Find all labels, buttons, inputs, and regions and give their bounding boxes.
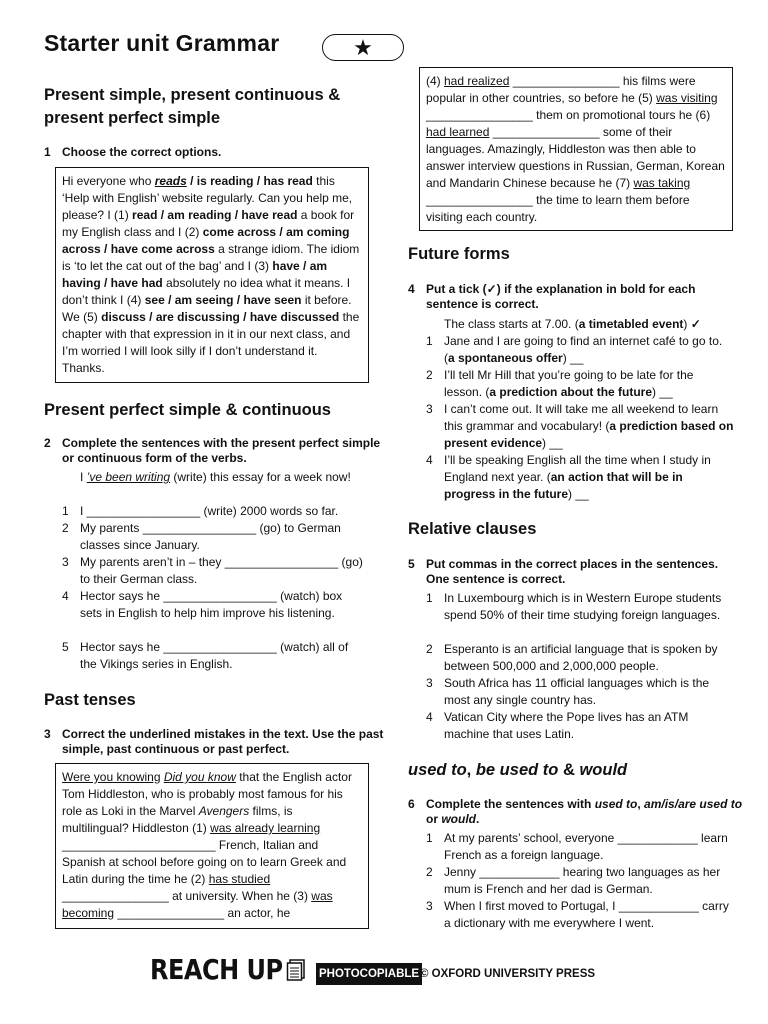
item-number: 3 xyxy=(426,402,433,416)
item-text: Vatican City where the Pope lives has an ATM machine that uses Latin. xyxy=(444,710,689,741)
exercise-2-item xyxy=(44,639,366,673)
exercise-3-text-box-part-2 xyxy=(419,67,733,231)
exercise-3-text-box-part-1 xyxy=(55,763,369,929)
item-text: South Africa has 11 official languages which is the most any single country has. xyxy=(444,676,710,707)
instruction-6: 6 Complete the sentences with used to, am/is/are used to or would. xyxy=(408,797,743,826)
exercise-4-item: 4 I’ll be speaking English all the time when I study in England next year. (an action that will be in progress in the future) __ xyxy=(426,453,711,501)
exercise-5-item xyxy=(408,641,734,675)
exercise-4-example: The class starts at 7.00. (a timetabled event) ✓ xyxy=(444,317,701,331)
item-text: When I first moved to Portugal, I ____________ carry a dictionary with me everywhere I went. xyxy=(444,899,729,930)
instruction-number: 5 xyxy=(408,557,415,571)
publisher-credit: © OXFORD UNIVERSITY PRESS xyxy=(420,968,596,980)
item-text: Esperanto is an artificial language that is spoken by between 500,000 and 2,000,000 people. xyxy=(444,642,718,673)
item-number: 1 xyxy=(62,504,69,518)
instruction-number: 1 xyxy=(44,145,51,159)
item-number: 2 xyxy=(62,521,69,535)
exercise-2-item xyxy=(44,554,366,588)
section-title-used-to: used to, be used to & would xyxy=(408,761,628,779)
item-text: Hector says he _________________ (watch) box sets in English to help him improve his listening. xyxy=(80,589,343,620)
item-number: 1 xyxy=(426,334,433,348)
item-number: 3 xyxy=(426,676,433,690)
instruction-text: Correct the underlined mistakes in the text. Use the past simple, past continuous or past perfect. xyxy=(62,727,384,756)
instruction-text: Choose the correct options. xyxy=(62,145,222,159)
instruction-number: 3 xyxy=(44,727,51,741)
instruction-text: Put commas in the correct places in the sentences. One sentence is correct. xyxy=(426,557,719,586)
exercise-3-paragraph-part-2: (4) had realized ________________ his films were popular in other countries, so before he (5) was visiting ________________ them on promotional tours he (6) had learned ________________ some of their languages. Amazingly, Hiddleston was then able to answer interview questions in Russian, German, Korean and Mandarin Chinese because he (7) was taking ________________ the time to learn them before visiting each country. xyxy=(426,74,725,224)
exercise-6-item xyxy=(408,898,734,932)
exercise-1-paragraph: Hi everyone who reads / is reading / has read this ‘Help with English’ website regularly. Can you help me, please? I (1) read / am reading / have read a book for my English class and I (2) come across / am coming across / have come across a strange idiom. The idiom is ‘to let the cat out of the bag’ and I (3) have / am having / have had absolutely no idea what it means. I don’t think I (4) see / am seeing / have seen it before. We (5) discuss / are discussing / have discussed the chapter with that expression in it in our next class, and I’m worried I will look silly if I don’t understand it. Thanks. xyxy=(62,174,360,375)
section-title-past-tenses: Past tenses xyxy=(44,691,136,709)
instruction-number: 6 xyxy=(408,797,415,811)
exercise-6-item xyxy=(408,830,734,864)
item-text: Jenny ____________ hearing two languages as her mum is French and her dad is German. xyxy=(444,865,721,896)
exercise-5-item xyxy=(408,590,734,624)
item-number: 3 xyxy=(62,555,69,569)
reach-up-logo xyxy=(150,955,308,985)
item-text: In Luxembourg which is in Western Europe students spend 50% of their time studying foreign languages. xyxy=(444,591,722,622)
section-title-present-perfect: Present perfect simple & continuous xyxy=(44,401,331,419)
photocopiable-label: PHOTOCOPIABLE xyxy=(316,963,422,985)
item-number: 5 xyxy=(62,640,69,654)
item-number: 4 xyxy=(426,710,433,724)
item-text: I _________________ (write) 2000 words so far. xyxy=(80,504,339,518)
exercise-2-item xyxy=(44,588,366,622)
exercise-4-item: 3 I can’t come out. It will take me all weekend to learn this grammar and vocabulary! (a prediction based on present evidence) __ xyxy=(426,402,734,450)
instruction-1 xyxy=(44,145,382,160)
item-number: 2 xyxy=(426,642,433,656)
exercise-3-paragraph-part-1: Were you knowing Did you know that the English actor Tom Hiddleston, who is probably most famous for his role as Loki in the Marvel Avengers films, is multilingual? Hiddleston (1) was already learning _______________________ French, Italian and Spanish at school before going on to learn Greek and Latin during the time he (2) has studied ________________ at university. When he (3) was becoming ________________ an actor, he xyxy=(62,770,352,920)
page-title: Starter unit Grammar xyxy=(44,30,280,56)
section-title-future-forms: Future forms xyxy=(408,245,510,263)
exercise-5-item xyxy=(408,675,734,709)
instruction-number: 2 xyxy=(44,436,51,450)
item-number: 1 xyxy=(426,831,433,845)
item-text: Hector says he _________________ (watch) all of the Vikings series in English. xyxy=(80,640,349,671)
instruction-text: Complete the sentences with the present perfect simple or continuous form of the verbs. xyxy=(62,436,381,465)
instruction-2 xyxy=(44,436,382,465)
instruction-3 xyxy=(44,727,384,756)
star-level-badge xyxy=(322,34,404,61)
item-text: My parents _________________ (go) to German classes since January. xyxy=(80,521,341,552)
exercise-5-item xyxy=(408,709,734,743)
item-number: 2 xyxy=(426,865,433,879)
exercise-6-item xyxy=(408,864,734,898)
instruction-5 xyxy=(408,557,744,586)
section-title-relative-clauses: Relative clauses xyxy=(408,520,537,538)
logo-text: REACH UP xyxy=(150,953,283,987)
exercise-2-item xyxy=(44,520,366,554)
item-number: 4 xyxy=(62,589,69,603)
item-number: 2 xyxy=(426,368,433,382)
book-icon xyxy=(286,958,308,982)
exercise-4-item: 1 Jane and I are going to find an internet café to go to. (a spontaneous offer) __ xyxy=(426,334,723,365)
exercise-1-text-box xyxy=(55,167,369,383)
item-text: My parents aren’t in – they _________________ (go) to their German class. xyxy=(80,555,363,586)
instruction-text: Put a tick (✓) if the explanation in bold for each sentence is correct. xyxy=(426,282,696,311)
exercise-4-item: 2 I’ll tell Mr Hill that you’re going to be late for the lesson. (a prediction about the future) __ xyxy=(426,368,694,399)
item-number: 1 xyxy=(426,591,433,605)
item-number: 3 xyxy=(426,899,433,913)
instruction-number: 4 xyxy=(408,282,415,296)
tick-icon: ✓ xyxy=(690,317,701,331)
exercise-2-item xyxy=(44,503,366,520)
instruction-4 xyxy=(408,282,744,311)
star-icon: ★ xyxy=(353,34,373,60)
exercise-2-example: I ’ve been writing (write) this essay for a week now! xyxy=(80,470,351,484)
item-text: At my parents’ school, everyone ____________ learn French as a foreign language. xyxy=(444,831,728,862)
item-number: 4 xyxy=(426,453,433,467)
section-title-present-tenses: Present simple, present continuous & present perfect simple xyxy=(44,86,341,127)
